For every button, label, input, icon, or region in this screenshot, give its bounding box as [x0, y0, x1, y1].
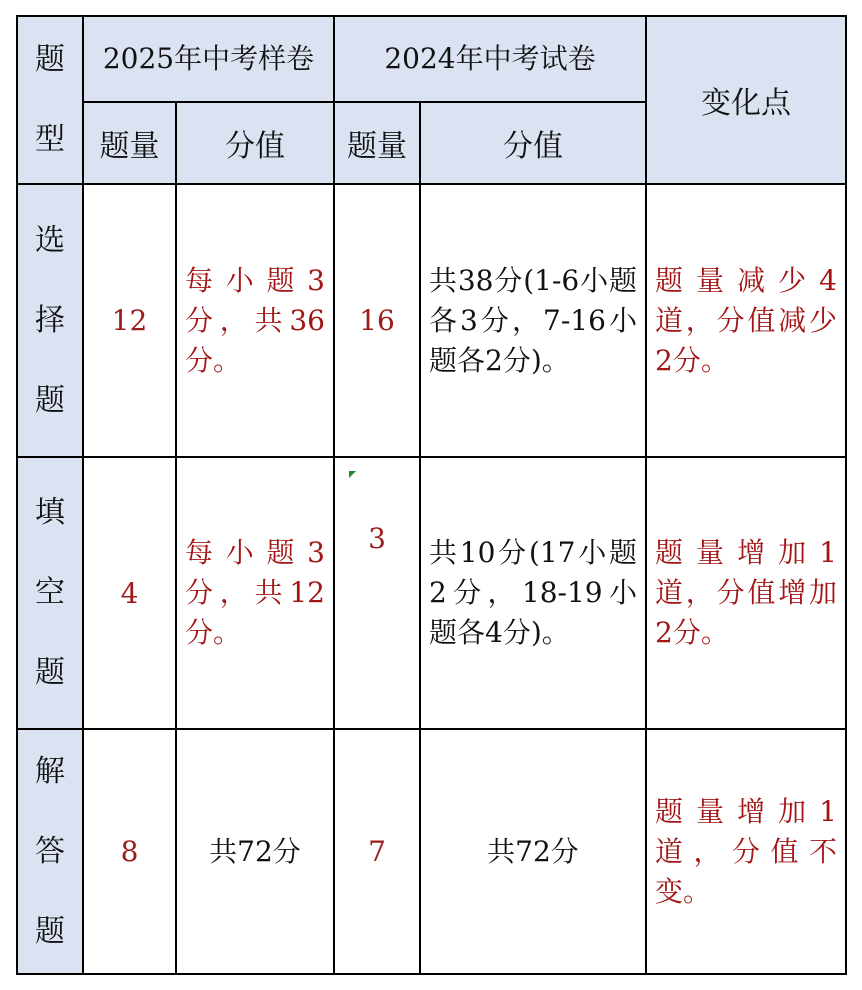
score-2025-header: 分值: [176, 102, 334, 184]
comparison-page: [16, 15, 847, 975]
group-2024-header: 2024年中考试卷: [334, 16, 646, 102]
exam-comparison-table: [16, 15, 847, 975]
change-header: 变化点: [646, 16, 846, 184]
row-type-char: 解: [35, 753, 65, 789]
score-2025-cell: 每小题3分，共36分。: [176, 184, 334, 457]
row-type-char: 择: [35, 302, 65, 338]
row-type-char: 空: [35, 575, 65, 610]
type-header-char-1: 题: [35, 42, 65, 77]
row-type-char: 填: [35, 495, 65, 530]
table-row-answer: [17, 729, 846, 974]
row-type-char: 题: [35, 382, 65, 418]
row-type-choice: [17, 184, 83, 457]
change-cell: 题量增加1道，分值不变。: [646, 729, 846, 974]
group-2025-header: 2025年中考样卷: [83, 16, 334, 102]
type-header: [17, 16, 83, 184]
count-2025-cell: 12: [83, 184, 176, 457]
header-row-top: [17, 16, 846, 102]
change-cell: 题量减少4道，分值减少2分。: [646, 184, 846, 457]
row-type-char: 答: [35, 833, 65, 869]
change-cell: 题量增加1道，分值增加2分。: [646, 457, 846, 729]
score-2024-header: 分值: [420, 102, 646, 184]
count-2025-header: 题量: [83, 102, 176, 184]
score-2025-cell: 每小题3分，共12分。: [176, 457, 334, 729]
type-header-char-2: 型: [35, 122, 65, 157]
row-type-char: 选: [35, 222, 65, 258]
score-2025-cell: 共72分: [176, 729, 334, 974]
cell-comment-marker: [349, 471, 356, 478]
score-2024-cell: 共38分(1-6小题各3分，7-16小题各2分)。: [420, 184, 646, 457]
count-2024-header: 题量: [334, 102, 420, 184]
count-2025-cell: 4: [83, 457, 176, 729]
row-type-answer: [17, 729, 83, 974]
table-row-fill: [17, 457, 846, 729]
count-2024-cell: 16: [334, 184, 420, 457]
count-2024-cell: 7: [334, 729, 420, 974]
score-2024-cell: 共10分(17小题2分，18-19小题各4分)。: [420, 457, 646, 729]
count-2025-cell: 8: [83, 729, 176, 974]
table-row-choice: [17, 184, 846, 457]
row-type-char: 题: [35, 913, 65, 949]
row-type-char: 题: [35, 655, 65, 690]
count-2024-cell: 3: [334, 457, 420, 729]
row-type-fill: [17, 457, 83, 729]
score-2024-cell: 共72分: [420, 729, 646, 974]
